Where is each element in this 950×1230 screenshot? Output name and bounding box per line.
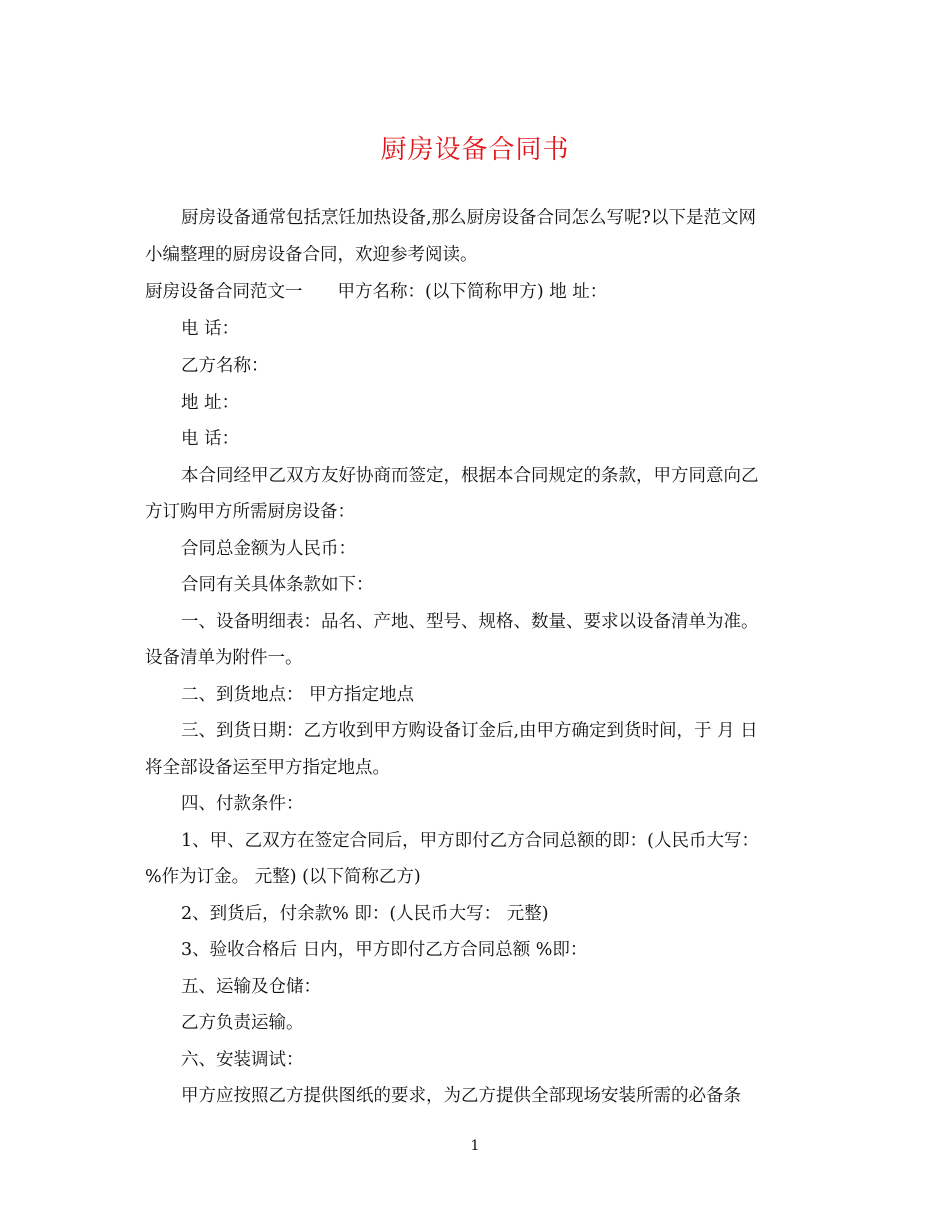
paragraph-line: 电 话：: [181, 429, 240, 449]
paragraph-line: %作为订金。 元整) (以下简称乙方): [145, 867, 421, 887]
paragraph-line: 二、到货地点： 甲方指定地点: [181, 685, 415, 705]
paragraph-line: 地 址：: [181, 393, 240, 413]
paragraph-line: 小编整理的厨房设备合同，欢迎参考阅读。: [145, 245, 478, 265]
paragraph-line: 四、付款条件：: [181, 794, 304, 814]
paragraph-line: 厨房设备通常包括烹饪加热设备,那么厨房设备合同怎么写呢?以下是范文网: [181, 208, 756, 228]
paragraph-line: 合同总金额为人民币：: [181, 539, 356, 559]
paragraph-line: 三、到货日期：乙方收到甲方购设备订金后,由甲方确定到货时间，于 月 日: [181, 721, 758, 741]
paragraph-line: 乙方名称：: [181, 356, 269, 376]
page-number: 1: [470, 1138, 480, 1154]
paragraph-line: 合同有关具体条款如下：: [181, 575, 374, 595]
paragraph-line: 3、验收合格后 日内，甲方即付乙方合同总额 %即：: [181, 940, 588, 960]
paragraph-line: 1、甲、乙双方在签定合同后，甲方即付乙方合同总额的即：(人民币大写：: [181, 831, 759, 851]
paragraph-line: 电 话：: [181, 319, 240, 339]
paragraph-line: 方订购甲方所需厨房设备：: [145, 502, 355, 522]
paragraph-line: 设备清单为附件一。: [145, 648, 303, 668]
paragraph-line: 2、到货后，付余款% 即：(人民币大写： 元整): [181, 904, 549, 924]
paragraph-line: 本合同经甲乙双方友好协商而签定，根据本合同规定的条款，甲方同意向乙: [181, 466, 759, 486]
paragraph-line: 甲方应按照乙方提供图纸的要求，为乙方提供全部现场安装所需的必备条: [181, 1086, 741, 1106]
document-title: 厨房设备合同书: [380, 135, 570, 165]
paragraph-line: 厨房设备合同范文一 甲方名称：(以下简称甲方) 地 址：: [145, 282, 608, 302]
paragraph-line: 一、设备明细表：品名、产地、型号、规格、数量、要求以设备清单为准。: [181, 612, 759, 632]
paragraph-line: 将全部设备运至甲方指定地点。: [145, 758, 390, 778]
paragraph-line: 乙方负责运输。: [181, 1013, 304, 1033]
paragraph-line: 六、安装调试：: [181, 1050, 304, 1070]
paragraph-line: 五、运输及仓储：: [181, 977, 321, 997]
